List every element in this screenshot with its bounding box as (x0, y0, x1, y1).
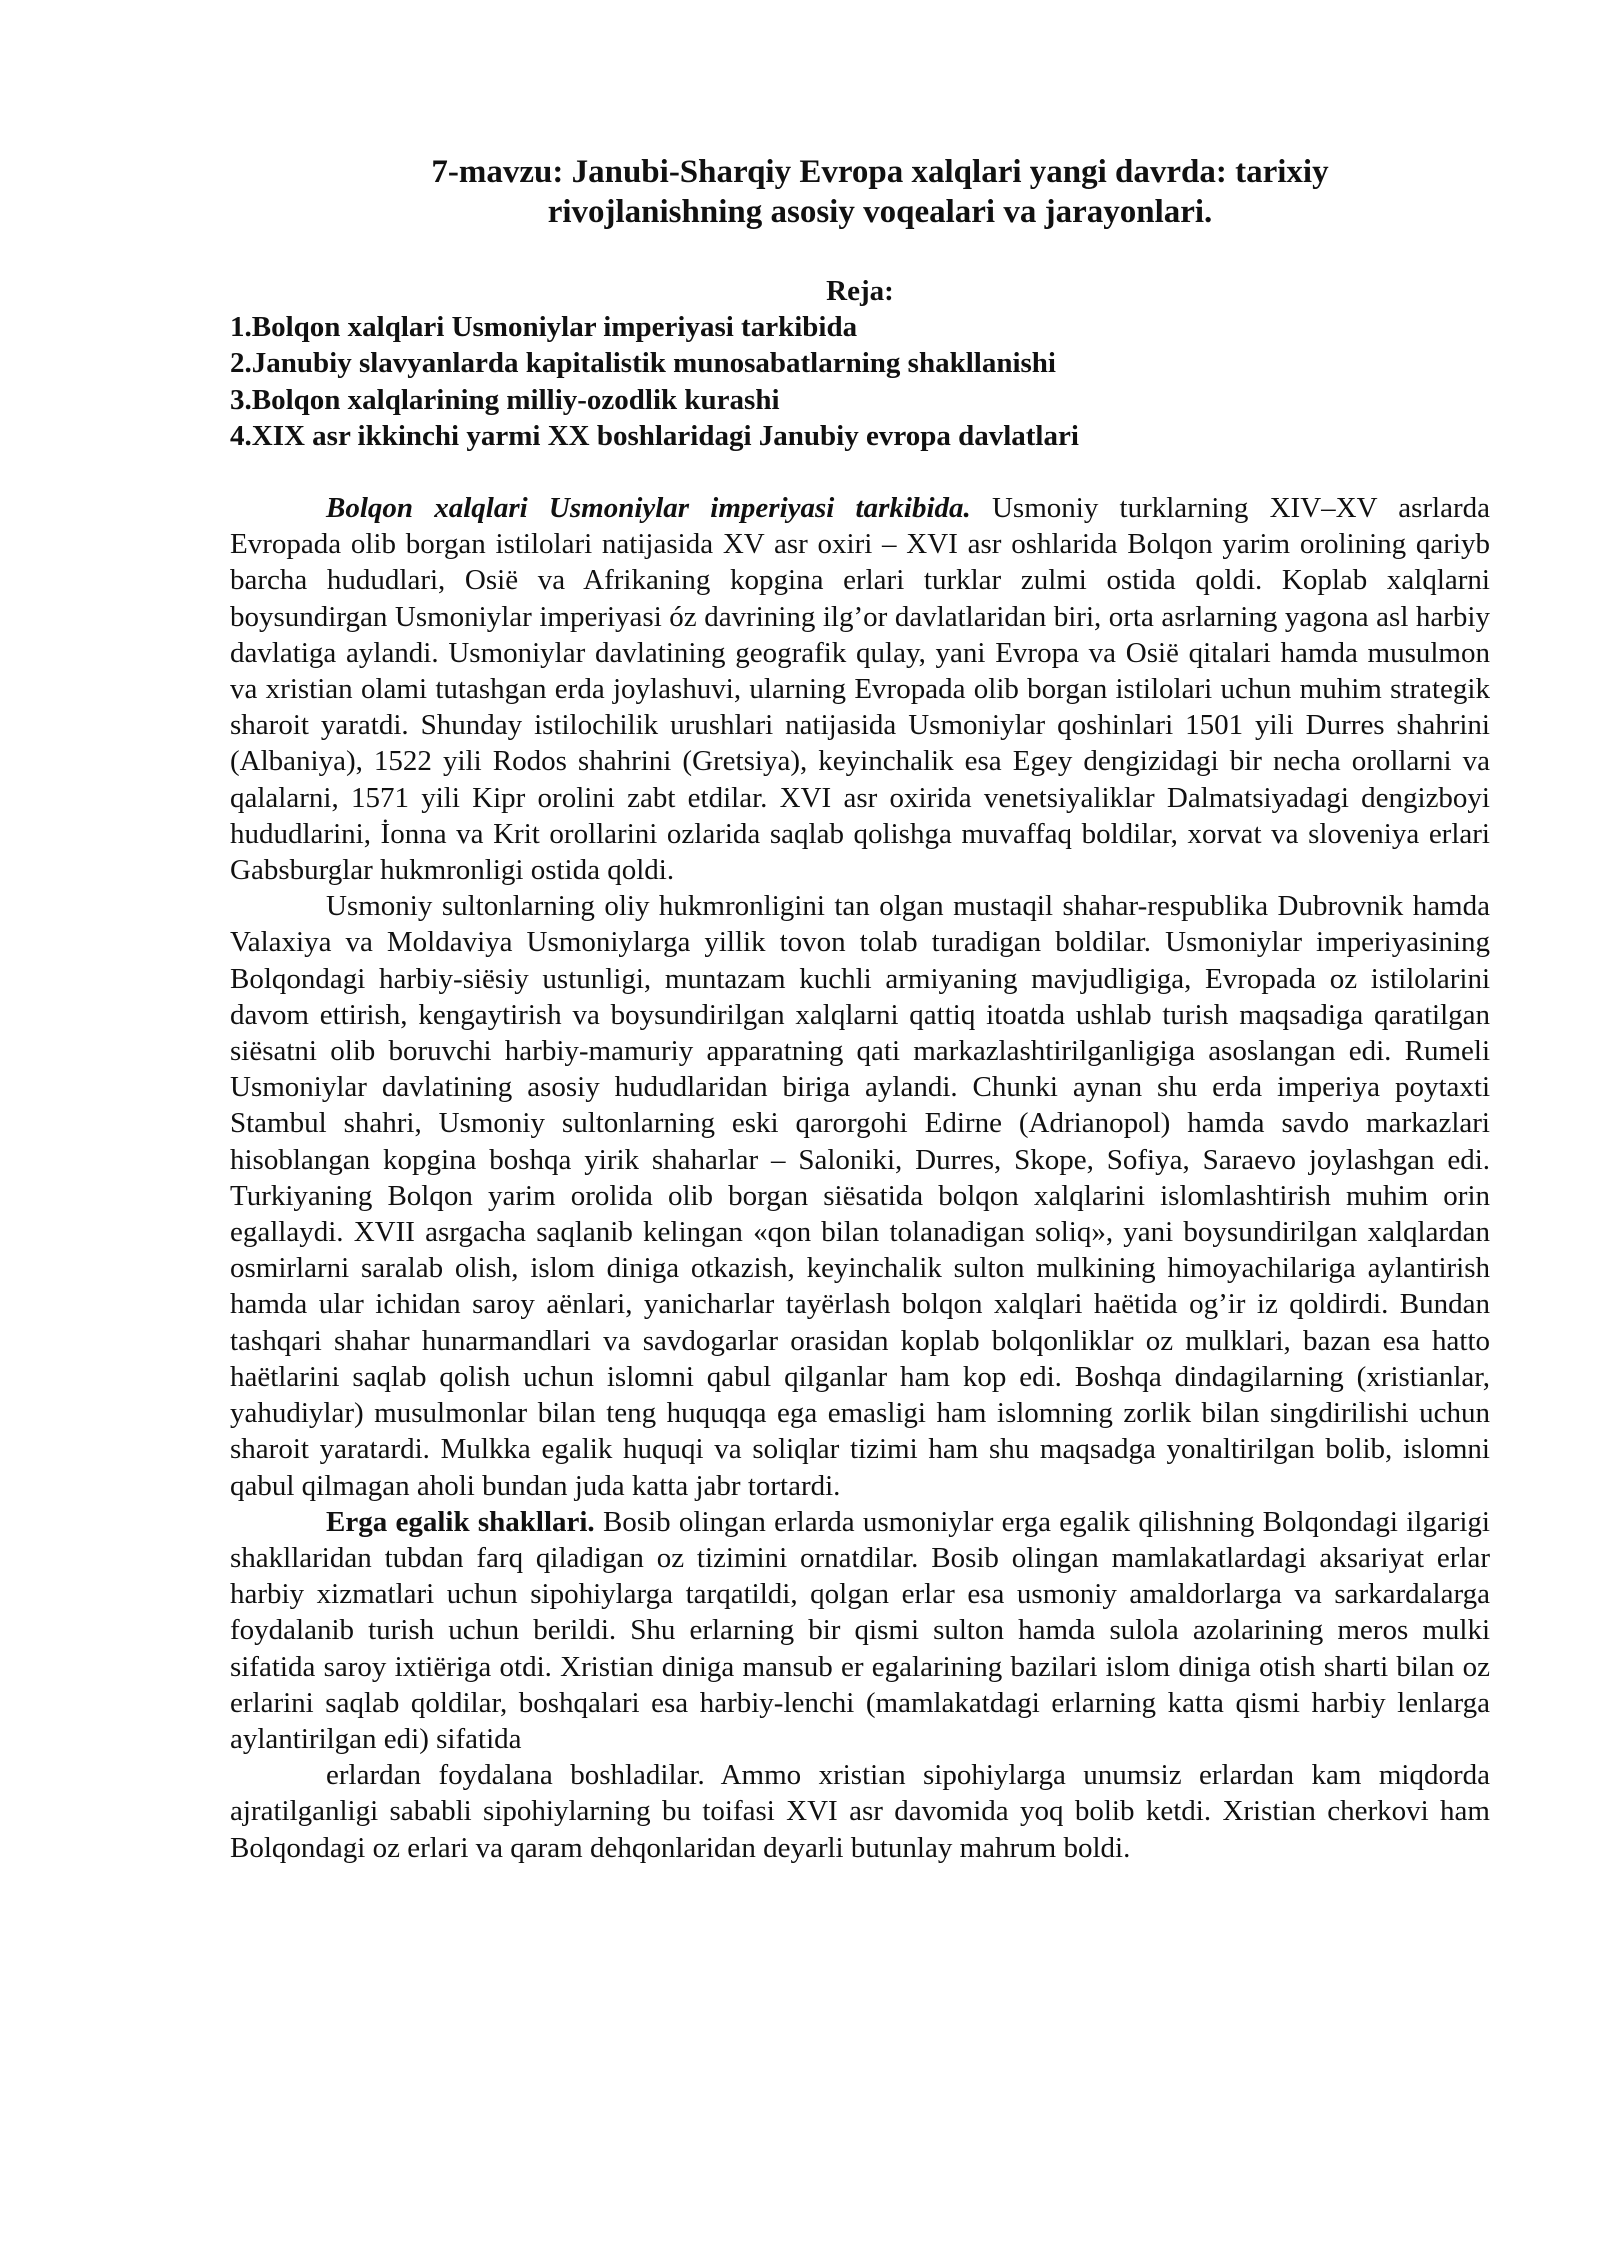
plan-heading: Reja: (826, 275, 894, 307)
plan-list (230, 309, 1490, 454)
paragraph-1-lead: Bolqon xalqlari Usmoniylar imperiyasi tarkibida. (326, 492, 971, 525)
plan-item-4: 4.XIX asr ikkinchi yarmi XX boshlaridagi Janubiy evropa davlatlari (230, 419, 1079, 452)
title-line-2: rivojlanishning asosiy voqealari va jarayonlari. (547, 194, 1213, 230)
paragraph-3 (230, 1504, 1490, 1757)
paragraph-3-lead: Erga egalik shakllari. (326, 1505, 595, 1538)
document-title (230, 152, 1490, 232)
paragraph-2-text: Usmoniy sultonlarning oliy hukmronligini tan olgan mustaqil shahar-respublika Dubrovnik hamda Valaxiya va Moldaviya Usmoniylarga yillik tovon tolab turadigan boldilar. Usmoniylar imperiyasining Bolqondagi harbiy-siёsiy ustunligi, muntazam kuchli armiyaning mavjudligiga, Evropada oz istilolarini davom ettirish, kengaytirish va boysundirilgan xalqlarni qattiq itoatda ushlab turish maqsadiga qaratilgan siёsatni olib boruvchi harbiy-mamuriy apparatning qati markazlashtirilganligiga asoslangan edi. Rumeli Usmoniylar davlatining asosiy hududlaridan biriga aylandi. Chunki aynan shu erda imperiya poytaxti Stambul shahri, Usmoniy sultonlarning eski qarorgohi Edirne (Adrianopol) hamda savdo markazlari hisoblangan kopgina boshqa yirik shaharlar – Saloniki, Durres, Skope, Sofiya, Saraevo joylashgan edi. Turkiyaning Bolqon yarim orolida olib borgan siёsatida bolqon xalqlarini islomlashtirish muhim orin egallaydi. XVII asrgacha saqlanib kelingan «qon bilan tolanadigan soliq», yani boysundirilgan xalqlardan osmirlarni saralab olish, islom diniga otkazish, keyinchalik sulton mulkining himoyachilariga aylantirish hamda ular ichidan saroy aёnlari, yanicharlar tayёrlash bolqon xalqlari haёtida og’ir iz qoldirdi. Bundan tashqari shahar hunarmandlari va savdogarlar orasidan koplab bolqonliklar oz mulklari, bazan esa hatto haёtlarini saqlab qolish uchun islomni qabul qilganlar ham kop edi. Boshqa dindagilarning (xristianlar, yahudiylar) musulmonlar bilan teng huquqqa ega emasligi ham islomning zorlik bilan singdirilishi uchun sharoit yaratardi. Mulkka egalik huquqi va soliqlar tizimi ham shu maqsadga yonaltirilgan bolib, islomni qabul qilmagan aholi bundan juda katta jabr tortardi. (230, 890, 1490, 1502)
plan-item-3: 3.Bolqon xalqlarining milliy-ozodlik kurashi (230, 383, 780, 416)
title-line-1: 7-mavzu: Janubi-Sharqiy Evropa xalqlari yangi davrda: tarixiy (431, 154, 1329, 190)
document-body (230, 490, 1490, 1866)
paragraph-4 (230, 1757, 1490, 1866)
plan-section (230, 273, 1490, 454)
paragraph-1-text: Usmoniy turklarning XIV–XV asrlarda Evropada olib borgan istilolari natijasida XV asr oxiri – XVI asr oshlarida Bolqon yarim orolining qariyb barcha hududlari, Osiё va Afrikaning kopgina erlari turklar zulmi ostida qoldi. Koplab xalqlarni boysundirgan Usmoniylar imperiyasi óz davrining ilg’or davlatlaridan biri, orta asrlarning yagona asl harbiy davlatiga aylandi. Usmoniylar davlatining geografik qulay, yani Evropa va Osiё qitalari hamda musulmon va xristian olami tutashgan erda joylashuvi, ularning Evropada olib borgan istilolari uchun muhim strategik sharoit yaratdi. Shunday istilochilik urushlari natijasida Usmoniylar qoshinlari 1501 yili Durres shahrini (Albaniya), 1522 yili Rodos shahrini (Gretsiya), keyinchalik esa Egey dengizidagi bir necha orollarni va qalalarni, 1571 yili Kipr orolini zabt etdilar. XVI asr oxirida venetsiyaliklar Dalmatsiyadagi dengizboyi hududlarini, İonna va Krit orollarini ozlarida saqlab qolishga muvaffaq boldilar, xorvat va sloveniya erlari Gabsburglar hukmronligi ostida qoldi. (230, 492, 1490, 887)
paragraph-3-text: Bosib olingan erlarda usmoniylar erga egalik qilishning Bolqondagi ilgarigi shakllaridan tubdan farq qiladigan oz tizimini ornatdilar. Bosib olingan mamlakatlardagi aksariyat erlar harbiy xizmatlari uchun sipohiylarga tarqatildi, qolgan erlar esa usmoniy amaldorlarga va sarkardalarga foydalanib turish uchun berildi. Shu erlarning bir qismi sulton hamda sulola azolarining meros mulki sifatida saroy ixtiёriga otdi. Xristian diniga mansub er egalarining bazilari islom diniga otish sharti bilan oz erlarini saqlab qoldilar, boshqalari esa harbiy-lenchi (mamlakatdagi erlarning katta qismi harbiy lenlarga aylantirilgan edi) sifatida (230, 1505, 1490, 1755)
paragraph-1 (230, 490, 1490, 888)
plan-item-1: 1.Bolqon xalqlari Usmoniylar imperiyasi tarkibida (230, 311, 858, 344)
paragraph-2 (230, 888, 1490, 1503)
paragraph-4-text: erlardan foydalana boshladilar. Ammo xristian sipohiylarga unumsiz erlardan kam miqdorda ajratilganligi sababli sipohiylarning bu toifasi XVI asr davomida yoq bolib ketdi. Xristian cherkovi ham Bolqondagi oz erlari va qaram dehqonlaridan deyarli butunlay mahrum boldi. (230, 1759, 1490, 1864)
plan-item-2: 2.Janubiy slavyanlarda kapitalistik munosabatlarning shakllanishi (230, 347, 1056, 380)
